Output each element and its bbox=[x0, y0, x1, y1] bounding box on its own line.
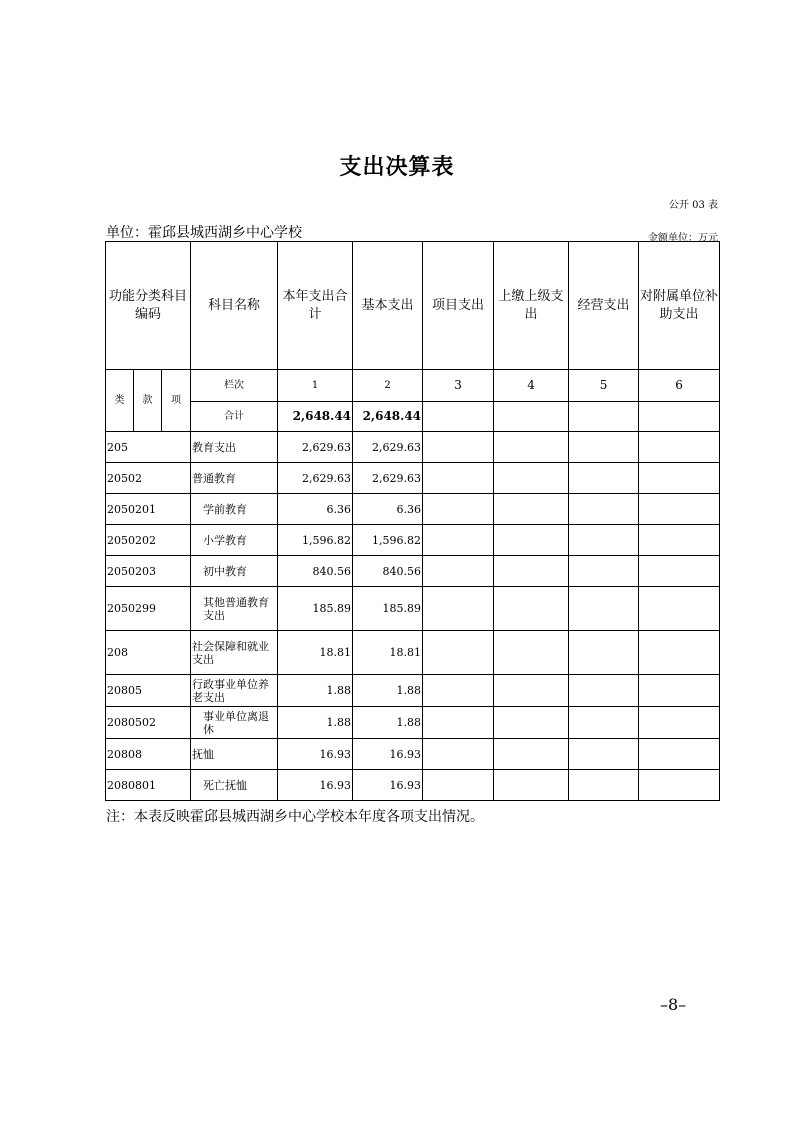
row-col5 bbox=[569, 675, 639, 707]
header-col4: 上缴上级支出 bbox=[494, 242, 569, 370]
row-col1: 6.36 bbox=[278, 494, 353, 525]
row-col3 bbox=[423, 675, 494, 707]
row-col5 bbox=[569, 587, 639, 631]
index-4: 4 bbox=[494, 370, 569, 402]
expenditure-table bbox=[105, 241, 720, 801]
row-name: 抚恤 bbox=[191, 739, 278, 770]
row-col6 bbox=[639, 432, 720, 463]
row-name: 初中教育 bbox=[191, 556, 278, 587]
page-number: –8– bbox=[660, 995, 687, 1014]
total-row bbox=[106, 402, 720, 432]
row-col2: 16.93 bbox=[353, 739, 423, 770]
row-col3 bbox=[423, 631, 494, 675]
row-col3 bbox=[423, 739, 494, 770]
row-col1: 1.88 bbox=[278, 675, 353, 707]
header-col6: 对附属单位补助支出 bbox=[639, 242, 720, 370]
row-col6 bbox=[639, 494, 720, 525]
row-col6 bbox=[639, 463, 720, 494]
row-code: 2050202 bbox=[106, 525, 191, 556]
row-col4 bbox=[494, 432, 569, 463]
row-col1: 16.93 bbox=[278, 770, 353, 801]
table-row bbox=[106, 739, 720, 770]
row-col2: 840.56 bbox=[353, 556, 423, 587]
index-1: 1 bbox=[278, 370, 353, 402]
row-col4 bbox=[494, 587, 569, 631]
row-col4 bbox=[494, 770, 569, 801]
row-name: 事业单位离退休 bbox=[191, 707, 278, 739]
row-col2: 6.36 bbox=[353, 494, 423, 525]
header-col1: 本年支出合计 bbox=[278, 242, 353, 370]
row-col5 bbox=[569, 707, 639, 739]
row-name: 小学教育 bbox=[191, 525, 278, 556]
row-col2: 185.89 bbox=[353, 587, 423, 631]
row-col6 bbox=[639, 707, 720, 739]
row-col1: 1.88 bbox=[278, 707, 353, 739]
row-col4 bbox=[494, 675, 569, 707]
row-col6 bbox=[639, 631, 720, 675]
row-col3 bbox=[423, 587, 494, 631]
row-name: 普通教育 bbox=[191, 463, 278, 494]
row-col1: 2,629.63 bbox=[278, 463, 353, 494]
index-6: 6 bbox=[639, 370, 720, 402]
row-col2: 2,629.63 bbox=[353, 463, 423, 494]
header-col3: 项目支出 bbox=[423, 242, 494, 370]
table-row bbox=[106, 770, 720, 801]
row-col3 bbox=[423, 494, 494, 525]
row-col5 bbox=[569, 432, 639, 463]
row-code: 208 bbox=[106, 631, 191, 675]
row-col5 bbox=[569, 494, 639, 525]
form-number: 公开 03 表 bbox=[668, 200, 718, 211]
total-col2: 2,648.44 bbox=[353, 402, 423, 432]
row-name: 其他普通教育支出 bbox=[191, 587, 278, 631]
header-col5: 经营支出 bbox=[569, 242, 639, 370]
row-col2: 16.93 bbox=[353, 770, 423, 801]
row-col6 bbox=[639, 770, 720, 801]
row-code: 2050201 bbox=[106, 494, 191, 525]
row-col3 bbox=[423, 525, 494, 556]
total-col1: 2,648.44 bbox=[278, 402, 353, 432]
row-col6 bbox=[639, 556, 720, 587]
row-col5 bbox=[569, 631, 639, 675]
row-code: 2050299 bbox=[106, 587, 191, 631]
row-name: 行政事业单位养老支出 bbox=[191, 675, 278, 707]
row-col1: 18.81 bbox=[278, 631, 353, 675]
row-col1: 1,596.82 bbox=[278, 525, 353, 556]
row-code: 2050203 bbox=[106, 556, 191, 587]
row-col2: 2,629.63 bbox=[353, 432, 423, 463]
row-col5 bbox=[569, 770, 639, 801]
row-code: 20805 bbox=[106, 675, 191, 707]
unit-label: 单位：霍邱县城西湖乡中心学校 bbox=[106, 225, 302, 241]
total-label: 合计 bbox=[191, 402, 278, 432]
table-row bbox=[106, 463, 720, 494]
amount-unit-label: 金额单位：万元 bbox=[648, 233, 718, 244]
row-col6 bbox=[639, 739, 720, 770]
header-subject-name: 科目名称 bbox=[191, 242, 278, 370]
row-col2: 1,596.82 bbox=[353, 525, 423, 556]
row-name: 教育支出 bbox=[191, 432, 278, 463]
row-col4 bbox=[494, 556, 569, 587]
row-col5 bbox=[569, 556, 639, 587]
row-col3 bbox=[423, 707, 494, 739]
row-col2: 18.81 bbox=[353, 631, 423, 675]
row-col3 bbox=[423, 432, 494, 463]
row-col3 bbox=[423, 556, 494, 587]
row-col6 bbox=[639, 675, 720, 707]
row-code: 20502 bbox=[106, 463, 191, 494]
row-code: 205 bbox=[106, 432, 191, 463]
header-kuan: 款 bbox=[134, 370, 162, 432]
table-row bbox=[106, 631, 720, 675]
header-row bbox=[106, 242, 720, 370]
row-col5 bbox=[569, 525, 639, 556]
row-col4 bbox=[494, 494, 569, 525]
row-col4 bbox=[494, 707, 569, 739]
row-col3 bbox=[423, 770, 494, 801]
header-lei: 类 bbox=[106, 370, 134, 432]
row-col6 bbox=[639, 587, 720, 631]
row-col4 bbox=[494, 631, 569, 675]
row-col1: 840.56 bbox=[278, 556, 353, 587]
row-name: 学前教育 bbox=[191, 494, 278, 525]
row-col5 bbox=[569, 463, 639, 494]
row-code: 20808 bbox=[106, 739, 191, 770]
row-name: 社会保障和就业支出 bbox=[191, 631, 278, 675]
table-row bbox=[106, 432, 720, 463]
table-row bbox=[106, 587, 720, 631]
page-title: 支出决算表 bbox=[339, 155, 455, 180]
table-row bbox=[106, 494, 720, 525]
column-index-row bbox=[106, 370, 720, 402]
header-col2: 基本支出 bbox=[353, 242, 423, 370]
table-row bbox=[106, 707, 720, 739]
index-5: 5 bbox=[569, 370, 639, 402]
row-col1: 185.89 bbox=[278, 587, 353, 631]
index-2: 2 bbox=[353, 370, 423, 402]
row-col2: 1.88 bbox=[353, 675, 423, 707]
row-col1: 2,629.63 bbox=[278, 432, 353, 463]
row-code: 2080502 bbox=[106, 707, 191, 739]
index-3: 3 bbox=[423, 370, 494, 402]
row-col6 bbox=[639, 525, 720, 556]
row-name: 死亡抚恤 bbox=[191, 770, 278, 801]
row-col3 bbox=[423, 463, 494, 494]
row-code: 2080801 bbox=[106, 770, 191, 801]
row-col2: 1.88 bbox=[353, 707, 423, 739]
table-row bbox=[106, 556, 720, 587]
table-note: 注：本表反映霍邱县城西湖乡中心学校本年度各项支出情况。 bbox=[106, 809, 484, 825]
table-row bbox=[106, 675, 720, 707]
header-lanci: 栏次 bbox=[191, 370, 278, 402]
row-col4 bbox=[494, 463, 569, 494]
row-col5 bbox=[569, 739, 639, 770]
row-col4 bbox=[494, 739, 569, 770]
header-xiang: 项 bbox=[162, 370, 191, 432]
header-func-code: 功能分类科目编码 bbox=[106, 242, 191, 370]
row-col1: 16.93 bbox=[278, 739, 353, 770]
table-row bbox=[106, 525, 720, 556]
row-col4 bbox=[494, 525, 569, 556]
